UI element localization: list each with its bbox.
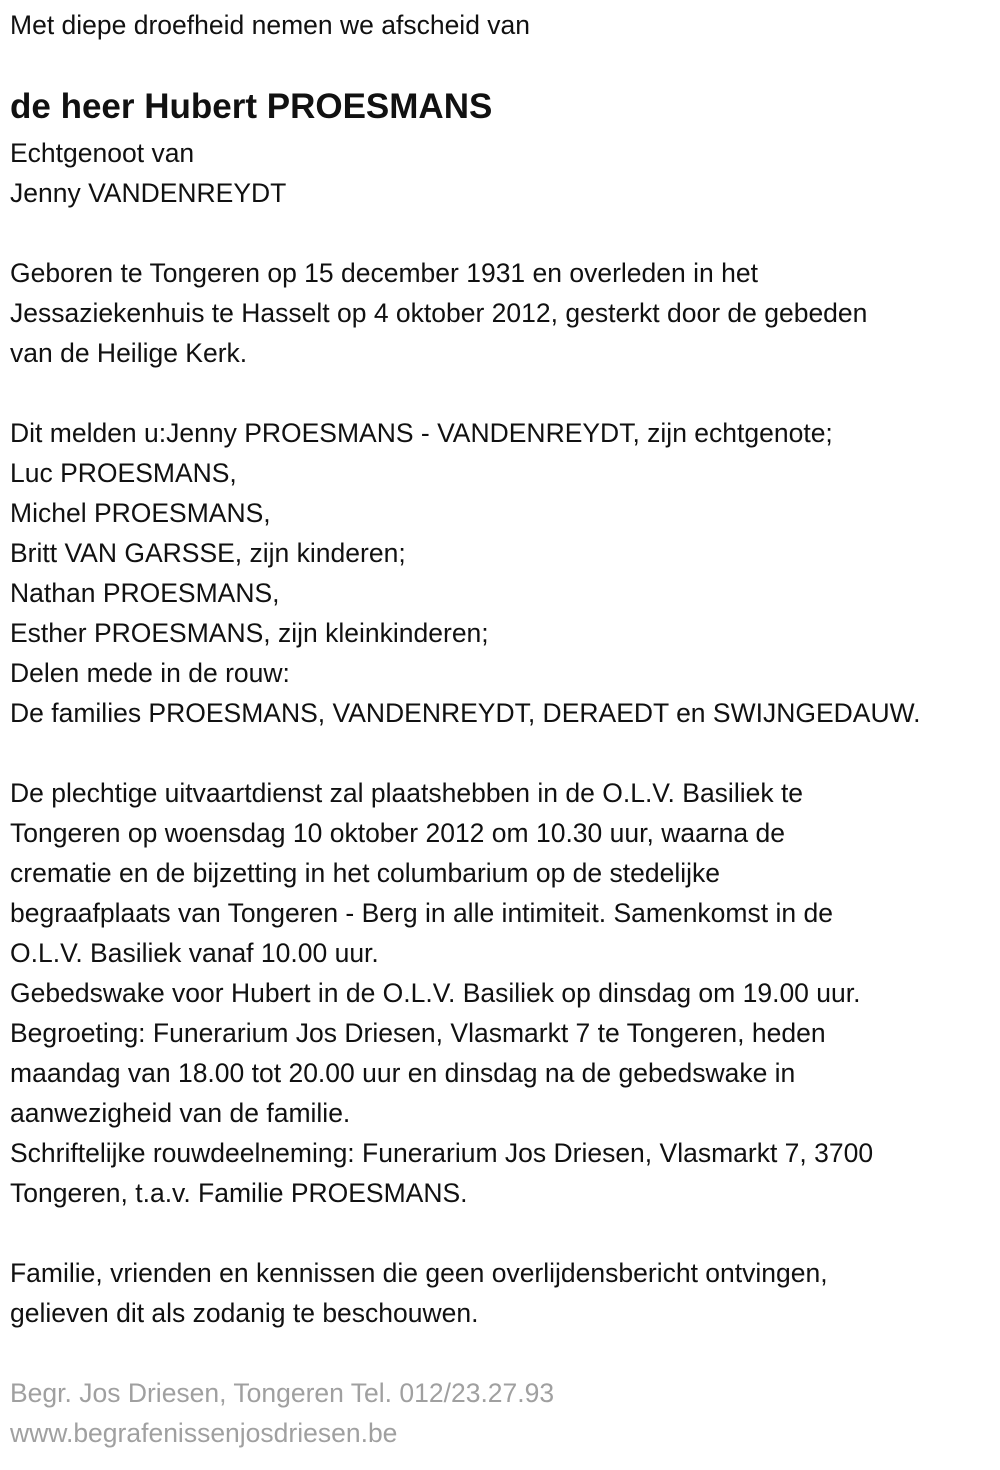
service-paragraph [10, 773, 1000, 1213]
website-link[interactable]: www.begrafenissenjosdriesen.be [10, 1418, 398, 1448]
text-line: crematie en de bijzetting in het columbarium op de stedelijke [10, 858, 721, 888]
text-line: Michel PROESMANS, [10, 498, 271, 528]
text-line: gelieven dit als zodanig te beschouwen. [10, 1298, 479, 1328]
text-line: Familie, vrienden en kennissen die geen overlijdensbericht ontvingen, [10, 1258, 828, 1288]
undertaker-info: Begr. Jos Driesen, Tongeren Tel. 012/23.27.93 [10, 1378, 555, 1408]
text-line: Gebedswake voor Hubert in de O.L.V. Basiliek op dinsdag om 19.00 uur. [10, 978, 861, 1008]
text-line: O.L.V. Basiliek vanaf 10.00 uur. [10, 938, 379, 968]
closing-paragraph [10, 1253, 1000, 1333]
birth-paragraph [10, 253, 1000, 373]
spouse-block [10, 133, 1000, 213]
text-line: Begroeting: Funerarium Jos Driesen, Vlasmarkt 7 te Tongeren, heden [10, 1018, 826, 1048]
text-line: aanwezigheid van de familie. [10, 1098, 351, 1128]
intro-text: Met diepe droefheid nemen we afscheid van [10, 10, 531, 40]
text-line: Britt VAN GARSSE, zijn kinderen; [10, 538, 406, 568]
spouse-line: Jenny VANDENREYDT [10, 178, 287, 208]
family-paragraph [10, 413, 1000, 733]
footer [10, 1373, 1000, 1453]
text-line: Delen mede in de rouw: [10, 658, 290, 688]
text-line: De plechtige uitvaartdienst zal plaatshebben in de O.L.V. Basiliek te [10, 778, 804, 808]
text-line: Schriftelijke rouwdeelneming: Funerarium Jos Driesen, Vlasmarkt 7, 3700 [10, 1138, 874, 1168]
text-line: van de Heilige Kerk. [10, 338, 248, 368]
text-line: Geboren te Tongeren op 15 december 1931 en overleden in het [10, 258, 758, 288]
text-line: Tongeren, t.a.v. Familie PROESMANS. [10, 1178, 468, 1208]
text-line: De families PROESMANS, VANDENREYDT, DERAEDT en SWIJNGEDAUW. [10, 698, 921, 728]
text-line: Dit melden u:Jenny PROESMANS - VANDENREYDT, zijn echtgenote; [10, 418, 833, 448]
text-line: Luc PROESMANS, [10, 458, 237, 488]
text-line: Tongeren op woensdag 10 oktober 2012 om 10.30 uur, waarna de [10, 818, 785, 848]
text-line: Esther PROESMANS, zijn kleinkinderen; [10, 618, 489, 648]
deceased-name: de heer Hubert PROESMANS [10, 87, 493, 126]
text-line: begraafplaats van Tongeren - Berg in alle intimiteit. Samenkomst in de [10, 898, 833, 928]
text-line: Jessaziekenhuis te Hasselt op 4 oktober 2012, gesterkt door de gebeden [10, 298, 868, 328]
text-line: maandag van 18.00 tot 20.00 uur en dinsdag na de gebedswake in [10, 1058, 796, 1088]
text-line: Nathan PROESMANS, [10, 578, 280, 608]
spouse-line: Echtgenoot van [10, 138, 195, 168]
